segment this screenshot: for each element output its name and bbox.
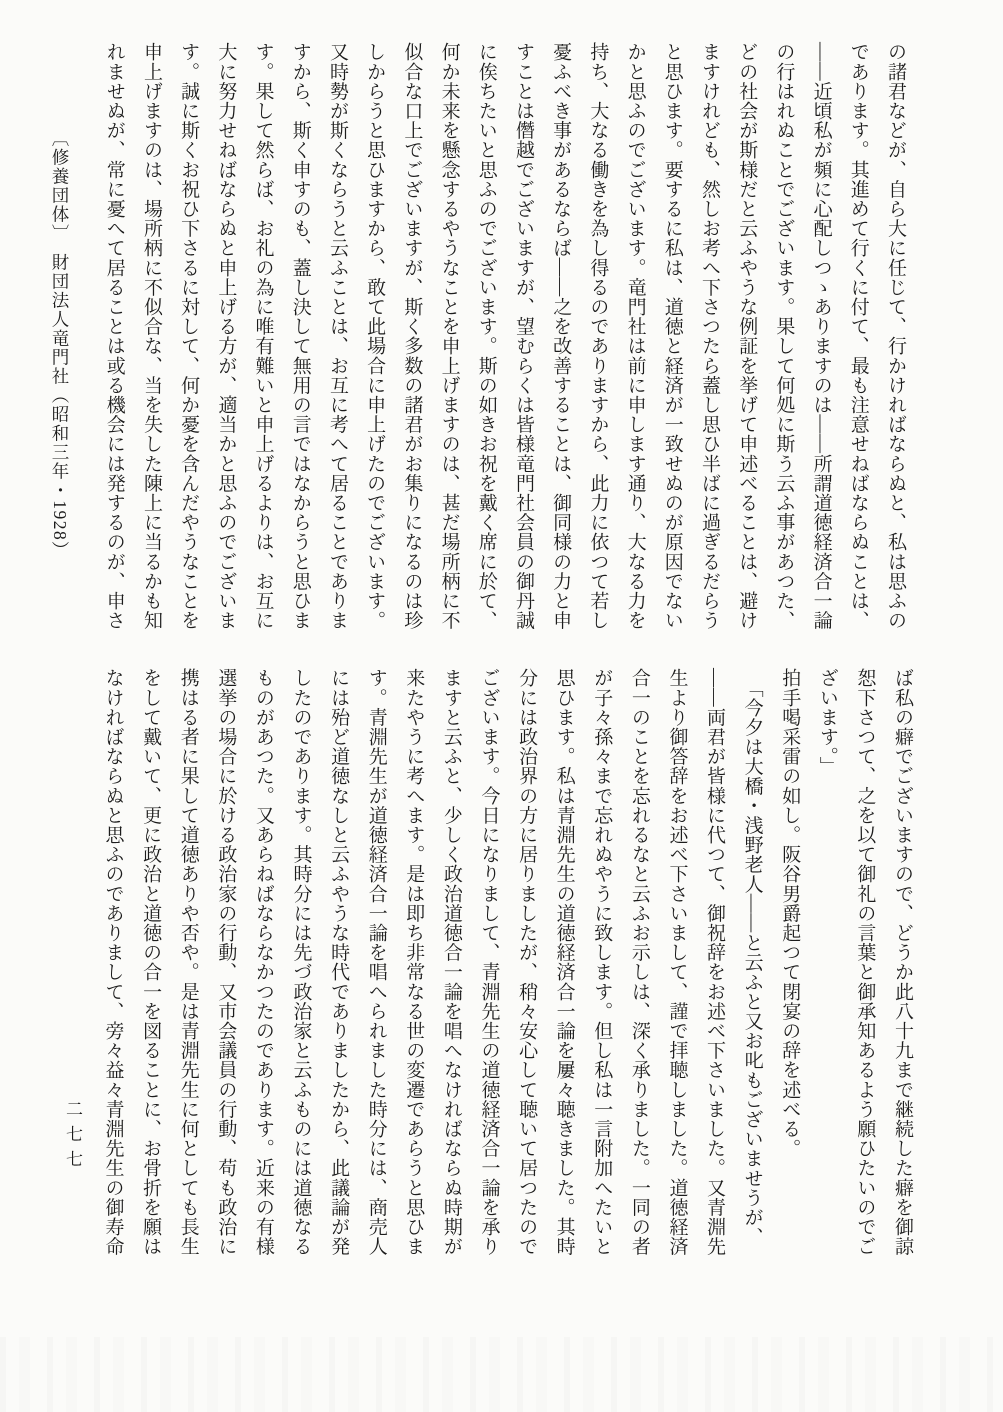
text-block-bottom [94, 668, 921, 1323]
text-column: 又時勢が斯くならうと云ふことは、お互に考へて居ることでありま [326, 42, 348, 630]
text-column: 恕下さつて、之を以て御礼の言葉と御承知あるよう願ひたいのでご [854, 668, 876, 1256]
text-column: れませぬが、常に憂へて居ることは或る機会には発するのが、申さ [103, 42, 125, 630]
text-column: ものがあつた。又あらねばならなかつたのであります。近来の有様 [252, 668, 274, 1256]
text-column: ざいます。」 [816, 668, 838, 777]
text-block-top [96, 42, 914, 690]
text-column: 憂ふべき事があるならば——之を改善することは、御同様の力と申 [550, 42, 572, 630]
text-column: 生より御答辞をお述べ下さいまして、謹で拝聴しました。道徳経済 [666, 668, 688, 1256]
text-column: 分には政治界の方に居りましたが、稍々安心して聴いて居つたので [516, 668, 538, 1256]
text-column: かと思ふのでございます。竜門社は前に申します通り、大なる力を [624, 42, 646, 630]
text-column: と思ひます。要するに私は、道徳と経済が一致せぬのが原因でない [661, 42, 683, 630]
text-column: をして戴いて、更に政治と道徳の合一を図ることに、お骨折を願は [140, 668, 162, 1256]
text-column: したのであります。其時分には先づ政治家と云ふものには道徳なる [290, 668, 312, 1256]
section-side-label: 〔修養団体〕 財団法人竜門社（昭和三年・1928） [50, 129, 70, 561]
text-column: なければならぬと思ふのでありまして、旁々益々青淵先生の御寿命 [102, 668, 124, 1256]
text-column: ——近頃私が頻に心配しつゝありますのは——所謂道徳経済合一論 [810, 42, 832, 630]
text-column: す。誠に斯くお祝ひ下さるに対して、何か憂を含んだやうなことを [178, 42, 200, 630]
text-column: すことは僭越でございますが、望むらくは皆様竜門社会員の御丹誠 [512, 42, 534, 630]
text-column: 似合な口上でございますが、斯く多数の諸君がお集りになるのは珍 [401, 42, 423, 630]
text-column: すから、斯く申すのも、蓋し決して無用の言ではなからうと思ひま [289, 42, 311, 630]
text-column: には殆ど道徳なしと云ふやうな時代でありましたから、此議論が発 [328, 668, 350, 1256]
text-column: ますと云ふと、少しく政治道徳合一論を唱へなければならぬ時期が [440, 668, 462, 1256]
scan-streak-artifact [0, 1337, 1003, 1412]
text-column: 持ち、大なる働きを為し得るのでありますから、此力に依つて若し [587, 42, 609, 630]
text-column: ば私の癖でございますので、どうか此八十九まで継続した癖を御諒 [892, 668, 913, 1256]
text-column: す。青淵先生が道徳経済合一論を唱へられました時分には、商売人 [365, 668, 387, 1256]
text-column: 申上げますのは、場所柄に不似合な、当を失した陳上に当るかも知 [140, 42, 162, 630]
text-column: 合一のことを忘れるなと云ふお示しは、深く承りました。一同の者 [628, 668, 650, 1256]
text-column: 「今夕は大橋・浅野老人——と云ふと又お叱もございませうが、 [741, 668, 763, 1247]
text-column: 思ひます。私は青淵先生の道徳経済合一論を屢々聴きました。其時 [553, 668, 575, 1256]
text-column: 選挙の場合に於ける政治家の行動、又市会議員の行動、苟も政治に [215, 668, 237, 1256]
text-column: しからうと思ひますから、敢て此場合に申上げたのでございます。 [364, 42, 386, 630]
text-column: の行はれぬことでございます。果して何処に斯う云ふ事があつた、 [773, 42, 795, 630]
text-column: に俟ちたいと思ふのでございます。斯の如きお祝を戴く席に於て、 [475, 42, 497, 630]
text-column: 拍手喝采雷の如し。阪谷男爵起つて閉宴の辞を述べる。 [779, 668, 801, 1158]
text-column: す。果して然らば、お礼の為に唯有難いと申上げるよりは、お互に [252, 42, 274, 630]
text-column: 来たやうに考へます。是は即ち非常なる世の変遷であらうと思ひま [403, 668, 425, 1256]
text-column: 何か未来を懸念するやうなことを申上げますのは、甚だ場所柄に不 [438, 42, 460, 630]
page-number: 二七七 [63, 1100, 82, 1175]
text-column: 携はる者に果して道徳ありや否や。是は青淵先生に何としても長生 [177, 668, 199, 1256]
text-column: であります。其進めて行くに付て、最も注意せねばならぬことは、 [847, 42, 869, 630]
text-column: が子々孫々まで忘れぬやうに致します。但し私は一言附加へたいと [591, 668, 613, 1256]
text-column: の諸君などが、自ら大に任じて、行かければならぬと、私は思ふの [885, 42, 906, 630]
text-column: ございます。今日になりまして、青淵先生の道徳経済合一論を承り [478, 668, 500, 1256]
text-column: どの社会が斯様だと云ふやうな例証を挙げて申述べることは、避け [736, 42, 758, 630]
text-column: ますけれども、然しお考へ下さつたら蓋し思ひ半ばに過ぎるだらう [698, 42, 720, 630]
text-column: 大に努力せねばならぬと申上げる方が、適当かと思ふのでございま [215, 42, 237, 630]
text-column: ——両君が皆様に代つて、御祝辞をお述べ下さいました。又青淵先 [704, 668, 726, 1256]
